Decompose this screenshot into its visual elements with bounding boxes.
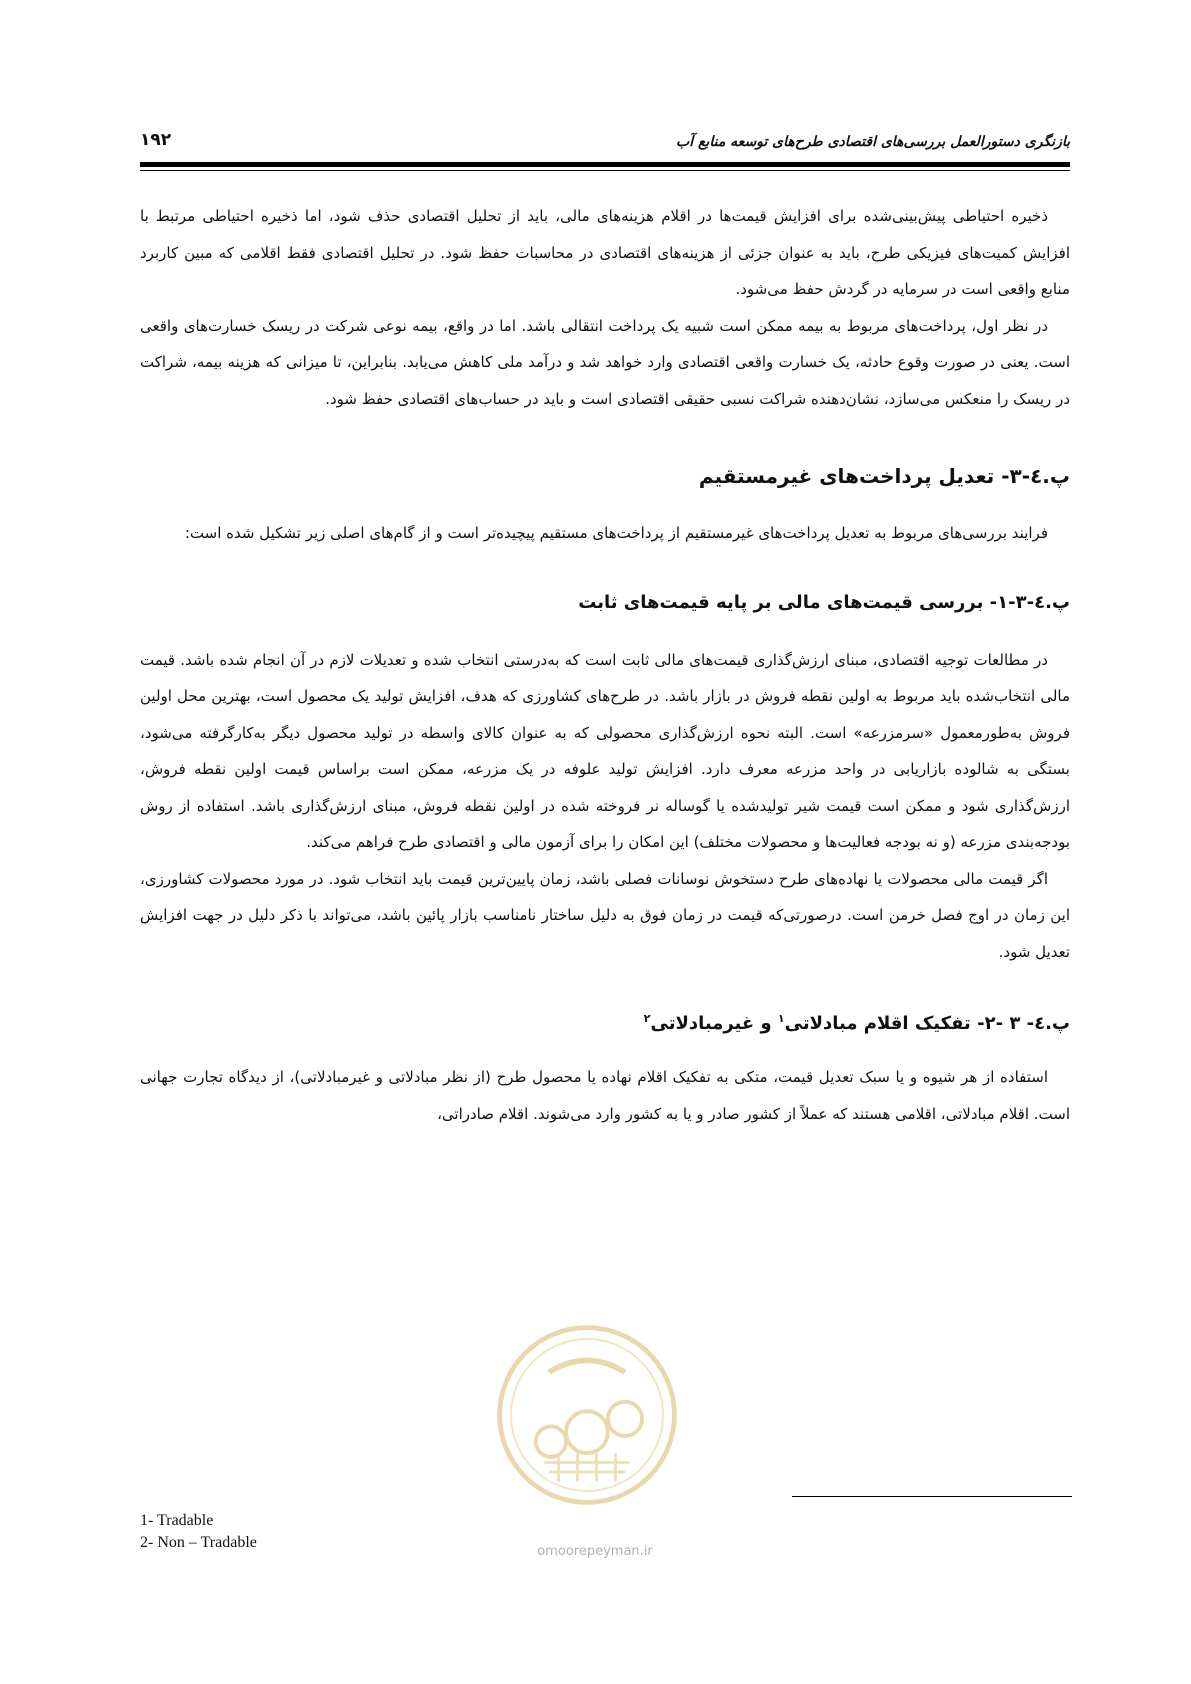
paragraph-insurance: در نظر اول، پرداخت‌های مربوط به بیمه ممکن است شبیه یک پرداخت انتقالی باشد. اما در واقع، بیمه نوعی شرکت در ریسک خسارت‌های واقعی است. یعنی در صورت وقوع حادثه، یک خسارت واقعی اقتصادی وارد خواهد شد و درآمد ملی کاهش می‌یابد. بنابراین، تا میزانی که هزینه بیمه، شراکت در ریسک را منعکس می‌سازد، نشان‌دهنده شراکت نسبی حقیقی اقتصادی است و باید در حساب‌های اقتصادی حفظ شود. — [140, 316, 1070, 408]
header-rule-thin — [140, 170, 1070, 171]
footnote-ref-2[interactable]: ٢ — [643, 1012, 651, 1025]
page-body — [140, 198, 1070, 1132]
paragraph-reserve: ذخیره احتیاطی پیش‌بینی‌شده برای افزایش قیمت‌ها در اقلام هزینه‌های مالی، باید از تحلیل اقتصادی حذف شود، اما ذخیره احتیاطی مرتبط با افزایش کمیت‌های فیزیکی طرح، باید به عنوان جزئی از هزینه‌های اقتصادی در محاسبات حفظ شود. در تحلیل اقتصادی فقط اقلامی که مبین کاربرد منابع واقعی است در سرمایه در گردش حفظ می‌شود. — [140, 207, 1070, 298]
paragraph-tradable: استفاده از هر شیوه و یا سبک تعدیل قیمت، متکی به تفکیک اقلام نهاده یا محصول طرح (از نظر مبادلاتی و غیرمبادلاتی)، از دیدگاه تجارت جهانی است. اقلام مبادلاتی، اقلامی هستند که عملاً از کشور صادر و یا به کشور وارد می‌شوند. اقلام صادراتی، — [140, 1068, 1070, 1123]
running-title: بازنگری دستورالعمل بررسی‌های اقتصادی طرح‌های توسعه منابع آب — [676, 134, 1070, 150]
watermark-stamp-icon — [492, 1320, 682, 1510]
heading-tradable-text: پ.٤- ٣ -٢- تفکیک اقلام مبادلاتی — [784, 1013, 1070, 1034]
paragraph-constant-prices: در مطالعات توجیه اقتصادی، مبنای ارزش‌گذاری قیمت‌های مالی ثابت است که به‌درستی انتخاب شده و تعدیلات لازم در آن انجام شده باشد. قیمت مالی انتخاب‌شده باید مربوط به اولین نقطه فروش در بازار باشد. در طرح‌های کشاورزی که هدف، افزایش تولید یک محصول است، بهترین محل اولین فروش به‌طورمعمول «سرمزرعه» است. البته نحوه ارزش‌گذاری محصولی که به عنوان کالای واسطه در تولید محصول دیگر به‌کارگرفته می‌شود، بستگی به شالوده بازاریابی در واحد مزرعه معرف دارد. افزایش تولید علوفه در یک مزرعه، ممکن است براساس قیمت اولین نقطه فروش، ارزش‌گذاری شود و ممکن است قیمت شیر تولیدشده یا گوساله نر فروخته شده در اولین نقطه فروش، مبنای ارزش‌گذاری باشد. استفاده از روش بودجه‌بندی مزرعه (و نه بودجه فعالیت‌ها و محصولات مختلف) این امکان را برای آزمون مالی و اقتصادی طرح فراهم می‌کند. — [140, 650, 1070, 851]
footnote-ref-1[interactable]: ١ — [777, 1012, 785, 1025]
footnotes — [140, 1510, 540, 1554]
page-header — [140, 120, 1070, 150]
header-rule-thick — [140, 162, 1070, 167]
paragraph-seasonal-prices: اگر قیمت مالی محصولات یا نهاده‌های طرح دستخوش نوسانات فصلی باشد، زمان پایین‌ترین قیمت باید انتخاب شود. در مورد محصولات کشاورزی، این زمان در اوج فصل خرمن است. درصورتی‌که قیمت در زمان فوق به دلیل ساختار نامناسب بازار پائین باشد، می‌تواند با ذکر دلیل در جهت افزایش تعدیل شود. — [140, 869, 1070, 961]
watermark-url: omoorepeyman.ir — [537, 1544, 653, 1559]
footnote-rule — [792, 1496, 1072, 1497]
subsection-heading-tradable — [140, 1004, 1070, 1039]
section-heading-indirect-payments: پ.٤-٣- تعدیل پرداخت‌های غیرمستقیم — [698, 464, 1070, 488]
footnote-2: 2- Non – Tradable — [140, 1534, 257, 1551]
heading-nontradable-text: و غیرمبادلاتی — [650, 1013, 778, 1034]
footnote-1: 1- Tradable — [140, 1512, 214, 1529]
subsection-heading-constant-prices: پ.٤-٣-١- بررسی قیمت‌های مالی بر پایه قیمت‌های ثابت — [578, 591, 1070, 613]
page-number: ۱۹۲ — [140, 130, 172, 150]
paragraph-process: فرایند بررسی‌های مربوط به تعدیل پرداخت‌های غیرمستقیم از پرداخت‌های مستقیم پیچیده‌تر است و از گام‌های اصلی زیر تشکیل شده است: — [184, 524, 1048, 542]
